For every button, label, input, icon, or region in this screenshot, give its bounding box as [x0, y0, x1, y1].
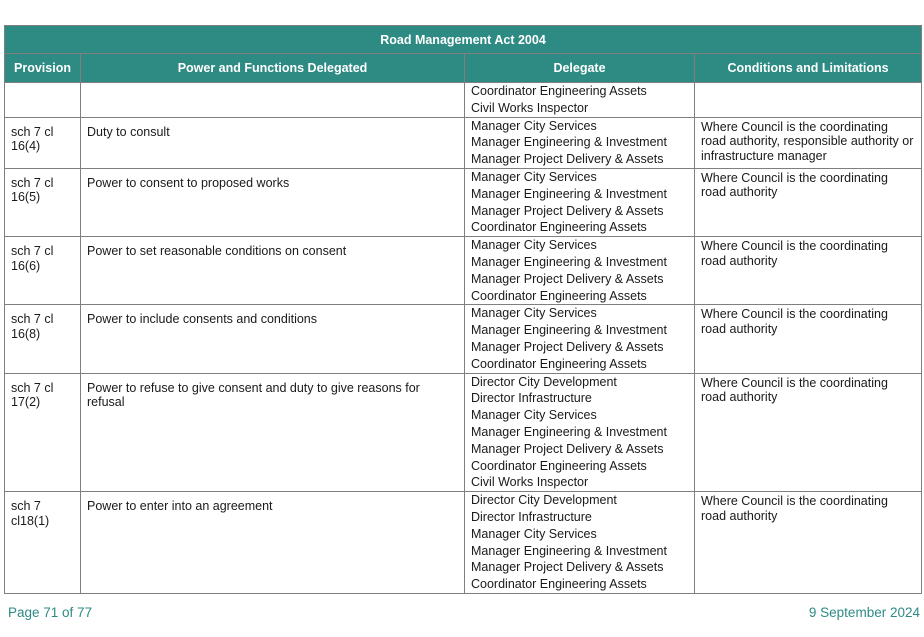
delegate-item: Manager City Services	[471, 526, 597, 541]
cell-provision: sch 7 cl 16(4)	[5, 117, 81, 168]
delegate-item: Coordinator Engineering Assets	[471, 84, 647, 98]
header-provision: Provision	[5, 54, 81, 83]
cell-delegate	[465, 83, 695, 118]
cell-delegate	[465, 168, 695, 236]
delegate-item: Manager Project Delivery & Assets	[471, 203, 664, 218]
delegate-item: Director Infrastructure	[471, 509, 592, 524]
table-row	[5, 117, 922, 168]
cell-power: Power to consent to proposed works	[81, 168, 465, 236]
delegate-item: Manager Engineering & Investment	[471, 254, 667, 269]
delegate-item: Manager Project Delivery & Assets	[471, 441, 664, 456]
delegate-item: Manager City Services	[471, 306, 597, 321]
delegate-item: Manager Project Delivery & Assets	[471, 152, 664, 167]
cell-conditions	[695, 83, 922, 118]
cell-delegate	[465, 117, 695, 168]
cell-provision: sch 7 cl 17(2)	[5, 373, 81, 492]
table-row	[5, 305, 922, 373]
cell-power	[81, 83, 465, 118]
cell-power: Power to refuse to give consent and duty to give reasons for refusal	[81, 373, 465, 492]
delegate-item: Coordinator Engineering Assets	[471, 220, 647, 235]
delegate-item: Director Infrastructure	[471, 391, 592, 406]
cell-conditions: Where Council is the coordinating road authority	[695, 237, 922, 305]
table-body	[5, 83, 922, 594]
table-title-row	[5, 26, 922, 54]
delegate-item: Manager Engineering & Investment	[471, 323, 667, 338]
cell-delegate	[465, 237, 695, 305]
document-date: 9 September 2024	[808, 605, 920, 620]
cell-delegate	[465, 373, 695, 492]
table-row	[5, 83, 922, 118]
delegate-item: Coordinator Engineering Assets	[471, 288, 647, 303]
cell-delegate	[465, 492, 695, 594]
delegate-item: Manager City Services	[471, 408, 597, 423]
delegate-item: Manager Engineering & Investment	[471, 135, 667, 150]
delegate-item: Manager City Services	[471, 118, 597, 133]
cell-conditions: Where Council is the coordinating road authority	[695, 305, 922, 373]
delegate-item: Manager Engineering & Investment	[471, 424, 667, 439]
delegate-item: Civil Works Inspector	[471, 100, 589, 115]
cell-provision	[5, 83, 81, 118]
delegate-item: Manager City Services	[471, 238, 597, 253]
header-power: Power and Functions Delegated	[81, 54, 465, 83]
table-row	[5, 492, 922, 594]
delegate-item: Coordinator Engineering Assets	[471, 458, 647, 473]
header-conditions: Conditions and Limitations	[695, 54, 922, 83]
cell-provision: sch 7 cl 16(8)	[5, 305, 81, 373]
delegate-item: Director City Development	[471, 493, 617, 508]
table-row	[5, 168, 922, 236]
delegate-item: Coordinator Engineering Assets	[471, 356, 647, 371]
delegate-item: Director City Development	[471, 374, 617, 389]
cell-delegate	[465, 305, 695, 373]
table-row	[5, 237, 922, 305]
delegate-item: Civil Works Inspector	[471, 475, 589, 490]
page-number: Page 71 of 77	[8, 605, 93, 620]
cell-power: Power to set reasonable conditions on consent	[81, 237, 465, 305]
cell-conditions: Where Council is the coordinating road authority	[695, 168, 922, 236]
delegate-item: Manager Project Delivery & Assets	[471, 271, 664, 286]
delegate-item: Manager Project Delivery & Assets	[471, 560, 664, 575]
header-delegate: Delegate	[465, 54, 695, 83]
cell-provision: sch 7 cl 16(6)	[5, 237, 81, 305]
cell-provision: sch 7 cl 16(5)	[5, 168, 81, 236]
cell-conditions: Where Council is the coordinating road authority	[695, 492, 922, 594]
cell-conditions: Where Council is the coordinating road authority	[695, 373, 922, 492]
delegation-table	[4, 25, 922, 594]
cell-power: Power to include consents and conditions	[81, 305, 465, 373]
cell-power: Power to enter into an agreement	[81, 492, 465, 594]
table-header-row	[5, 54, 922, 83]
delegate-item: Manager Project Delivery & Assets	[471, 339, 664, 354]
delegate-item: Manager Engineering & Investment	[471, 186, 667, 201]
cell-conditions: Where Council is the coordinating road authority, responsible authority or infrastructure manager	[695, 117, 922, 168]
delegate-item: Coordinator Engineering Assets	[471, 577, 647, 592]
table-row	[5, 373, 922, 492]
cell-power: Duty to consult	[81, 117, 465, 168]
delegate-item: Manager City Services	[471, 169, 597, 184]
cell-provision: sch 7 cl18(1)	[5, 492, 81, 594]
delegate-item: Manager Engineering & Investment	[471, 543, 667, 558]
table-title: Road Management Act 2004	[5, 26, 922, 54]
